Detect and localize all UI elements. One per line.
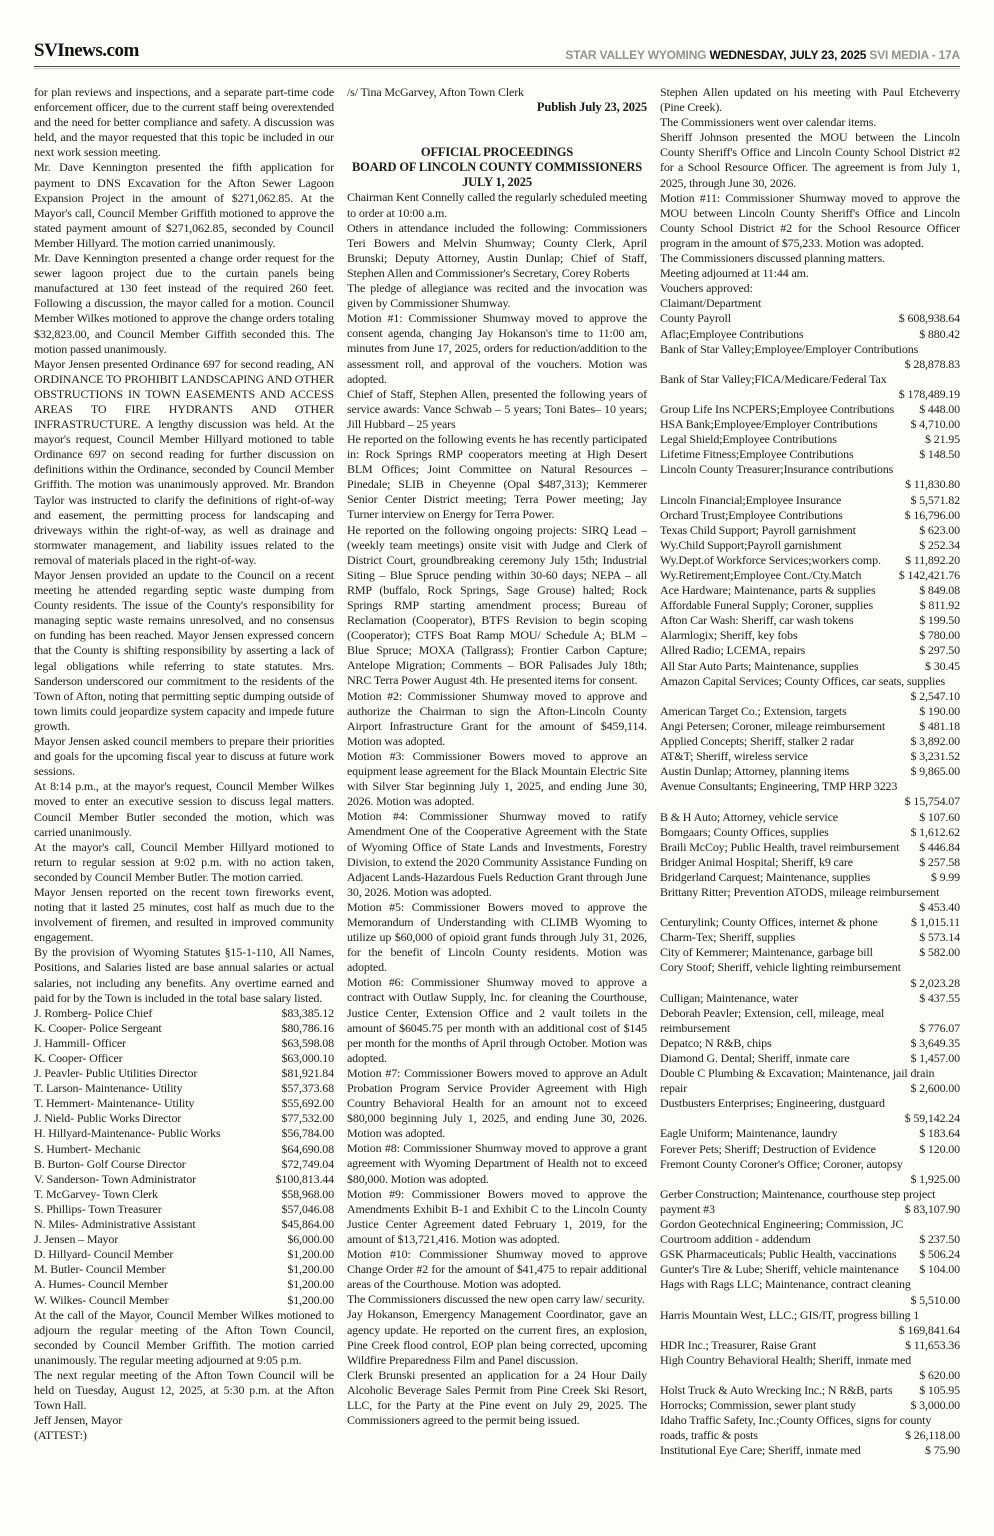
article-paragraph: (ATTEST:) [34,1428,87,1443]
article-paragraph: The Commissioners went over calendar items. [660,115,877,130]
ledger-amount: $ 2,600.00 [910,1081,960,1096]
ledger-row [34,1217,334,1232]
article-paragraph: Harris Mountain West, LLC.; GIS/IT, progress billing 1 [660,1307,920,1322]
section-heading: JULY 1, 2025 [462,175,532,190]
ledger-label: Bridgerland Carquest; Maintenance, supplies [660,869,871,884]
ledger-amount: $ 573.14 [919,930,960,945]
ledger-label: All Star Auto Parts; Maintenance, supplies [660,658,859,673]
masthead-right [565,48,960,62]
article-column-1 [34,85,334,1459]
ledger-label: Courtroom addition - addendum [660,1232,811,1247]
ledger-row [660,915,960,930]
ledger-row [660,991,960,1006]
article-paragraph: Motion #11: Commissioner Shumway moved to approve the MOU between Lincoln County Sheriff's Office and Lincoln County School District #2 for the School Resource Officer program in the amount of $75,233. Motion was adopted. [660,190,960,250]
ledger-row [34,1262,334,1277]
ledger-row [660,613,960,628]
ledger-row [34,1157,334,1172]
ledger-amount: $ 148.50 [919,447,960,462]
ledger-row [660,749,960,764]
ledger-amount: $ 9,865.00 [910,764,960,779]
ledger-label: A. Humes- Council Member [34,1277,168,1292]
article-paragraph: Avenue Consultants; Engineering, TMP HRP 3223 [660,779,898,794]
ledger-label: Aflac;Employee Contributions [660,326,804,341]
ledger-label: GSK Pharmaceuticals; Public Health, vaccinations [660,1247,897,1262]
ledger-amount: $64,690.08 [281,1141,334,1156]
ledger-label: Orchard Trust;Employee Contributions [660,507,843,522]
ledger-amount: $ 257.58 [919,854,960,869]
ledger-label: Texas Child Support; Payroll garnishment [660,522,856,537]
article-paragraph: Gerber Construction; Maintenance, courthouse step project [660,1186,936,1201]
ledger-row [660,1428,960,1443]
ledger-row [660,417,960,432]
ledger-row [660,855,960,870]
masthead [34,0,960,66]
ledger-row [660,930,960,945]
ledger-label: Alarmlogix; Sheriff, key fobs [660,628,798,643]
ledger-label: J. Hammill- Officer [34,1035,126,1050]
article-paragraph: Lincoln County Treasurer;Insurance contributions [660,462,894,477]
ledger-label: Gunter's Tire & Lube; Sheriff, vehicle maintenance [660,1262,899,1277]
masthead-edition: SVI MEDIA - 17A [866,48,960,62]
ledger-label: Braili McCoy; Public Health, travel reimbursement [660,839,900,854]
ledger-amount: $ 75.90 [925,1443,960,1458]
ledger-amount: $ 481.18 [919,718,960,733]
ledger-label: T. Larson- Maintenance- Utility [34,1081,183,1096]
ledger-amount: $63,598.08 [281,1035,334,1050]
ledger-label: Wy.Retirement;Employee Cont./Cty.Match [660,568,862,582]
amount-line: $ 169,841.64 [898,1322,960,1337]
ledger-label: Legal Shield;Employee Contributions [660,432,837,447]
ledger-row [660,493,960,508]
ledger-label: Angi Petersen; Coroner, mileage reimbursement [660,718,886,733]
ledger-amount: $ 1,612.62 [910,824,960,839]
article-paragraph: Jay Hokanson, Emergency Management Coordinator, gave an agency update. He reported on the current fires, an explosion, Pine Creek flood control, EOP plan being corrected, upcoming Wildfire Preparedness Film and Panel discussion. [347,1307,647,1367]
ledger-row [660,1081,960,1096]
ledger-row [660,840,960,855]
article-paragraph: Amazon Capital Services; County Offices, car seats, supplies [660,673,946,688]
ledger-row [34,1202,334,1217]
ledger-amount: $63,000.10 [281,1051,334,1065]
ledger-amount: $ 776.07 [919,1020,960,1035]
ledger-label: T. McGarvey- Town Clerk [34,1186,158,1201]
ledger-row [34,1006,334,1021]
article-paragraph: Motion #8: Commissioner Shumway moved to approve a grant agreement with Wyoming Department of Health not to exceed $80,000. Motion was adopted. [347,1141,647,1186]
ledger-label: J. Jensen – Mayor [34,1232,119,1247]
masthead-region: STAR VALLEY WYOMING [565,48,710,62]
article-paragraph: Double C Plumbing & Excavation; Maintenance, jail drain [660,1066,935,1081]
ledger-row [34,1111,334,1126]
ledger-amount: $ 26,118.00 [905,1428,960,1443]
ledger-row [660,628,960,643]
publish-line: Publish July 23, 2025 [536,100,647,115]
article-paragraph: Clerk Brunski presented an application for a 24 Hour Daily Alcoholic Beverage Sales Permit from Pine Creek Ski Resort, LLC, for the Party at the Pine event on July 29, 2025. The Commissioners agreed to the permit being issued. [347,1367,647,1428]
article-paragraph: Gordon Geotechnical Engineering; Commission, JC [660,1217,904,1232]
ledger-amount: $ 199.50 [919,613,960,628]
ledger-label: Ace Hardware; Maintenance, parts & supplies [660,583,876,598]
article-paragraph: High Country Behavioral Health; Sheriff, inmate med [660,1352,912,1367]
ledger-row [660,1036,960,1051]
ledger-label: payment #3 [660,1201,715,1216]
ledger-row [34,1187,334,1202]
ledger-row [660,719,960,734]
ledger-label: County Payroll [660,311,731,326]
ledger-row [660,508,960,523]
ledger-label: Applied Concepts; Sheriff, stalker 2 radar [660,734,855,749]
ledger-amount: $ 1,015.11 [910,915,960,930]
article-column-3 [660,85,960,1459]
ledger-row [34,1066,334,1081]
ledger-amount: $ 3,892.00 [910,734,960,749]
ledger-row [34,1247,334,1262]
article-paragraph: Dustbusters Enterprises; Engineering, dustguard [660,1096,885,1111]
ledger-row [660,538,960,553]
ledger-row [660,447,960,462]
article-paragraph: Jeff Jensen, Mayor [34,1413,123,1428]
ledger-label: Charm-Tex; Sheriff, supplies [660,930,796,945]
ledger-label: Institutional Eye Care; Sheriff, inmate med [660,1443,861,1458]
ledger-label: J. Nield- Public Works Director [34,1111,182,1126]
article-paragraph: Meeting adjourned at 11:44 am. [660,266,809,281]
article-paragraph: Mayor Jensen reported on the recent town fireworks event, noting that it lasted 25 minutes, cost half as much due to the involvement of firemen, and resulted in improved community engagement. [34,884,334,945]
ledger-label: K. Cooper- Police Sergeant [34,1020,162,1035]
article-paragraph: Vouchers approved: [660,281,753,296]
article-body [34,85,960,1459]
ledger-amount: $ 11,892.20 [905,552,960,567]
ledger-row [34,1021,334,1036]
ledger-amount: $ 3,000.00 [910,1398,960,1413]
ledger-row [660,1383,960,1398]
ledger-label: HSA Bank;Employee/Employer Contributions [660,417,878,432]
ledger-amount: $ 5,571.82 [910,492,960,507]
amount-line: $ 5,510.00 [910,1292,960,1307]
ledger-label: Bridger Animal Hospital; Sheriff, k9 care [660,854,853,869]
ledger-row [660,568,960,583]
ledger-amount: $6,000.00 [287,1232,334,1247]
article-paragraph: Mr. Dave Kennington presented the fifth application for payment to DNS Excavation for the Afton Sewer Lagoon Expansion Project in the amount of $271,062.85. At the Mayor's call, Council Member Griffith motioned to approve the stated payment amount of $271,062.85, seconded by Council Member Hillyard. The motion carried unanimously. [34,160,334,250]
ledger-amount: $77,532.00 [281,1111,334,1126]
ledger-amount: $57,373.68 [281,1081,334,1096]
ledger-amount: $1,200.00 [287,1247,334,1262]
article-paragraph: Motion #2: Commissioner Shumway moved to approve and authorize the Chairman to sign the Afton-Lincoln County Airport Infrastructure Grant for the amount of $459,114. Motion was adopted. [347,688,647,748]
article-paragraph: Chief of Staff, Stephen Allen, presented the following years of service awards: Vance Schwab – 5 years; Toni Bates– 10 years; Jill Hubbard – 25 years [347,386,647,431]
article-paragraph: Motion #3: Commissioner Bowers moved to approve an equipment lease agreement for the Black Mountain Electric Site with Silver Star beginning July 1, 2025, and ending June 30, 2026. Motion was adopted. [347,748,647,809]
article-paragraph: /s/ Tina McGarvey, Afton Town Clerk [347,85,524,99]
article-paragraph: He reported on the following events he has recently participated in: Rock Springs RMP cooperators meeting at High Desert BLM Offices; Joint Committee on Natural Resources – Pinedale; SLIB in Cheyenne (Opal $487,313); Kemmerer Senior Center District meeting; Terra Power meeting; Jay Turner interview on Energy for Terra Power. [347,431,647,522]
ledger-amount: $ 16,796.00 [904,507,960,522]
ledger-row [660,583,960,598]
ledger-row [34,1277,334,1292]
ledger-amount: $ 3,231.52 [910,749,960,764]
article-paragraph: Mayor Jensen presented Ordinance 697 for second reading, AN ORDINANCE TO PROHIBIT LANDSCAPING AND OTHER OBSTRUCTIONS IN TOWN EASEMENTS AND ACCESS AREAS TO FIRE HYDRANTS AND OTHER INFRASTRUCTURE. A lengthy discussion was held. At the mayor's request, Council Member Hillyard motioned to table Ordinance 697 on second reading for further discussion on definitions within the Ordinance, seconded by Council Member Griffith. The motion was unanimously approved. Mr. Brandon Taylor was instructed to clarify the definitions of right-of-way and easement, the permitting process for landscaping and driveways within the right-of-way, as well as drainage and stormwater management, and liability issues related to the removal of materials placed in the right-of-way. [34,356,334,567]
ledger-amount: $72,749.04 [281,1156,334,1171]
amount-line: $ 2,547.10 [910,688,960,703]
ledger-row [660,1443,960,1458]
amount-line: $ 453.40 [919,900,960,915]
ledger-row [34,1172,334,1187]
ledger-amount: $ 297.50 [919,643,960,658]
ledger-label: T. Hemmert- Maintenance- Utility [34,1096,195,1111]
ledger-label: Horrocks; Commission, sewer plant study [660,1398,856,1413]
ledger-row [660,1202,960,1217]
ledger-label: H. Hillyard-Maintenance- Public Works [34,1126,221,1141]
ledger-label: S. Phillips- Town Treasurer [34,1201,162,1216]
ledger-row [34,1036,334,1051]
ledger-amount: $1,200.00 [287,1277,334,1292]
ledger-label: Lincoln Financial;Employee Insurance [660,492,842,507]
ledger-label: City of Kemmerer; Maintenance, garbage bill [660,945,873,960]
ledger-label: roads, traffic & posts [660,1428,758,1443]
amount-line: $ 15,754.07 [904,794,960,809]
ledger-label: Diamond G. Dental; Sheriff, inmate care [660,1051,850,1065]
amount-line: $ 2,023.28 [910,975,960,990]
ledger-amount: $ 83,107.90 [904,1201,960,1216]
ledger-amount: $ 30.45 [925,658,960,673]
ledger-label: Culligan; Maintenance, water [660,990,799,1005]
article-paragraph: The Commissioners discussed planning matters. [660,251,885,266]
ledger-row [660,598,960,613]
article-paragraph: Idaho Traffic Safety, Inc.;County Offices, signs for county [660,1413,932,1428]
article-column-2 [347,85,647,1459]
ledger-amount: $ 105.95 [919,1383,960,1398]
masthead-rule [34,66,960,69]
ledger-amount: $ 623.00 [919,522,960,537]
ledger-row [660,432,960,447]
ledger-amount: $ 252.34 [919,537,960,552]
article-paragraph: Motion #7: Commissioner Bowers moved to approve an Adult Probation Program Service Provider Agreement with High Country Behavioral Health for an amount not to exceed $80,000 beginning July 1, 2025, and ending June 30, 2026. Motion was adopted. [347,1065,647,1141]
spacer [347,115,647,130]
ledger-row [660,311,960,326]
ledger-amount: $83,385.12 [281,1005,334,1020]
article-paragraph: Brittany Ritter; Prevention ATODS, mileage reimbursement [660,884,940,899]
ledger-row [660,825,960,840]
ledger-row [660,402,960,417]
ledger-amount: $ 880.42 [919,326,960,341]
article-paragraph: The pledge of allegiance was recited and the invocation was given by Commissioner Shumway. [347,281,647,311]
article-paragraph: By the provision of Wyoming Statutes §15-1-110, All Names, Positions, and Salaries listed are base annual salaries or actual salaries, not including any benefits. Any overtime earned and paid for by the Town is included in the total base salary listed. [34,945,334,1005]
article-paragraph: Motion #6: Commissioner Shumway moved to approve a contract with Outlaw Supply, Inc. for cleaning the Courthouse, Justice Center, Extension Office and 2 vault toilets in the amount of $6045.75 per month with an additional cost of $145 per month for the months of April through October. Motion was adopted. [347,975,647,1065]
ledger-amount: $ 4,710.00 [910,417,960,432]
ledger-row [660,1262,960,1277]
article-paragraph: At the mayor's call, Council Member Hillyard motioned to return to regular session at 9:02 p.m. with no action taken, seconded by Council Member Butler. The motion carried. [34,839,334,884]
ledger-amount: $ 448.00 [919,401,960,416]
ledger-amount: $ 849.08 [919,583,960,598]
ledger-amount: $ 183.64 [919,1126,960,1141]
article-paragraph: Mr. Dave Kennington presented a change order request for the sewer lagoon project due to the curtain panels being manufactured at 130 feet instead of the required 260 feet. Following a discussion, the mayor called for a motion. Council Member Wilkes motioned to approve the change orders totaling $32,823.00, and Council Member Giffith seconded this. The motion passed unanimously. [34,251,334,356]
ledger-row [660,810,960,825]
amount-line: $ 28,878.83 [904,356,960,371]
ledger-amount: $ 107.60 [919,809,960,824]
ledger-label: Austin Dunlap; Attorney, planning items [660,764,850,779]
ledger-row [660,1051,960,1066]
article-paragraph: At 8:14 p.m., at the mayor's request, Council Member Wilkes moved to enter an executive session to discuss legal matters. Council Member Butler seconded the motion, which was carried unanimously. [34,779,334,839]
ledger-row [34,1142,334,1157]
ledger-amount: $ 120.00 [919,1141,960,1156]
ledger-label: Wy.Dept.of Workforce Services;workers comp. [660,552,881,567]
ledger-row [34,1126,334,1141]
ledger-amount: $ 506.24 [919,1247,960,1262]
ledger-label: Lifetime Fitness;Employee Contributions [660,447,854,462]
article-paragraph: Chairman Kent Connelly called the regularly scheduled meeting to order at 10:00 a.m. [347,190,647,220]
section-heading: OFFICIAL PROCEEDINGS [420,145,574,160]
ledger-row [660,945,960,960]
ledger-row [660,764,960,779]
ledger-amount: $ 582.00 [919,945,960,960]
ledger-amount: $ 237.50 [919,1232,960,1247]
article-paragraph: Claimant/Department [660,296,762,311]
ledger-label: Eagle Uniform; Maintenance, laundry [660,1126,838,1141]
ledger-amount: $56,784.00 [281,1126,334,1141]
ledger-row [34,1232,334,1247]
spacer [347,130,647,145]
article-paragraph: Fremont County Coroner's Office; Coroner, autopsy [660,1156,903,1171]
ledger-row [34,1293,334,1308]
ledger-label: Group Life Ins NCPERS;Employee Contributions [660,401,895,416]
article-paragraph: He reported on the following ongoing projects: SIRQ Lead – (weekly team meetings) onsite visit with Judge and Clerk of District Court, groundbreaking ceremony July 15th; Industrial Siting – Blue Spruce pending within 30-60 days; NEPA – all RMP (buffalo, Rock Springs, Sage Grouse) halted; Rock Springs RMP starting amendment process; Bureau of Reclamation (Cooperator), BTFS Revision to begin scoping (Cooperator); CTFS Boat Ramp MOU/ Schedule A; BLM – Blue Spruce; MOXA (Tallgrass); Frontier Carbon Capture; Antelope Migration; Comments – BOR Palisades July 18th; NRC Terra Power August 4th. He presented items for consent. [347,522,647,688]
ledger-label: Wy.Child Support;Payroll garnishment [660,537,842,552]
ledger-amount: $ 446.84 [919,839,960,854]
ledger-amount: $45,864.00 [281,1217,334,1232]
article-paragraph: Motion #1: Commissioner Shumway moved to approve the consent agenda, changing Jay Hokanson's time to 11:00 am, minutes from June 17, 2025, orders for reduction/addition to the assessment roll, and approval of the vouchers. Motion was adopted. [347,311,647,386]
ledger-amount: $100,813.44 [275,1171,334,1186]
ledger-amount: $1,200.00 [287,1262,334,1277]
article-paragraph: Motion #9: Commissioner Bowers moved to approve the Amendments Exhibit B-1 and Exhibit C to the Lincoln County Justice Center Agreement dated February 1, 2019, for the amount of $13,721,416. Motion was adopted. [347,1186,647,1246]
ledger-amount: $ 3,649.35 [910,1035,960,1050]
ledger-row [660,1126,960,1141]
article-paragraph: Bank of Star Valley;FICA/Medicare/Federal Tax [660,371,887,386]
ledger-label: Depatco; N R&B, chips [660,1035,772,1050]
ledger-label: AT&T; Sheriff, wireless service [660,749,808,764]
article-paragraph: for plan reviews and inspections, and a separate part-time code enforcement officer, due to the current staff being overextended and the need for better compliance and safety. A discussion was held, and the mayor requested that this topic be included in our next work session meeting. [34,85,334,160]
ledger-label: Bomgaars; County Offices, supplies [660,824,829,839]
ledger-label: M. Butler- Council Member [34,1262,166,1277]
ledger-label: W. Wilkes- Council Member [34,1292,169,1307]
article-paragraph: Bank of Star Valley;Employee/Employer Contributions [660,341,919,356]
ledger-label: Forever Pets; Sheriff; Destruction of Evidence [660,1141,876,1156]
ledger-label: Affordable Funeral Supply; Coroner, supplies [660,598,873,613]
ledger-amount: $ 142,421.76 [898,568,960,582]
ledger-row [660,523,960,538]
ledger-amount: $ 1,457.00 [910,1051,960,1065]
ledger-amount: $ 9.99 [930,869,960,884]
article-paragraph: Others in attendance included the following: Commissioners Teri Bowers and Melvin Shumway; County Clerk, April Brunski; Deputy Attorney, Austin Dunlap; Chief of Staff, Stephen Allen and Commissioner's Secretary, Corey Roberts [347,220,647,280]
article-paragraph: Cory Stoof; Sheriff, vehicle lighting reimbursement [660,960,901,975]
article-paragraph: Stephen Allen updated on his meeting with Paul Etcheverry (Pine Creek). [660,85,960,115]
article-paragraph: The Commissioners discussed the new open carry law/ security. [347,1292,645,1307]
ledger-label: repair [660,1081,688,1096]
ledger-amount: $ 437.55 [919,990,960,1005]
ledger-row [660,553,960,568]
ledger-row [660,870,960,885]
amount-line: $ 1,925.00 [910,1171,960,1186]
ledger-amount: $80,786.16 [281,1020,334,1035]
ledger-amount: $57,046.08 [281,1201,334,1216]
ledger-row [660,1398,960,1413]
ledger-row [34,1081,334,1096]
ledger-row [660,1232,960,1247]
site-title: SVInews.com [34,40,139,61]
article-paragraph: Sheriff Johnson presented the MOU between the Lincoln County Sheriff's Office and Lincoln County School District #2 for a School Resource Officer. The agreement is from July 1, 2025, through June 30, 2026. [660,130,960,190]
ledger-amount: $ 104.00 [919,1262,960,1277]
ledger-amount: $ 11,653.36 [905,1337,960,1352]
ledger-row [660,1338,960,1353]
ledger-amount: $ 190.00 [919,703,960,718]
article-paragraph: Mayor Jensen provided an update to the Council on a recent meeting he attended regarding septic waste dumping from County residents. The issue of the County's responsibility for managing septic waste remains unresolved, and no consensus on funding has been reached. Mayor Jensen expressed concern that the County is shifting responsibility by asserting a lack of legal obligations while referring to state statutes. Mrs. Sanderson underscored our commitment to the residents of the Town of Afton, noting that permitting septic dumping outside of town limits could jeopardize system capacity and impede future growth. [34,568,334,733]
ledger-amount: $55,692.00 [281,1096,334,1111]
ledger-amount: $ 811.92 [919,598,960,613]
article-paragraph: Hags with Rags LLC; Maintenance, contract cleaning [660,1277,911,1292]
ledger-label: Centurylink; County Offices, internet & phone [660,915,878,930]
masthead-date: WEDNESDAY, JULY 23, 2025 [709,48,867,62]
ledger-label: B. Burton- Golf Course Director [34,1156,186,1171]
amount-line: $ 11,830.80 [905,477,960,492]
ledger-amount: $ 780.00 [919,628,960,643]
article-paragraph: The next regular meeting of the Afton Town Council will be held on Tuesday, August 12, 2025, at 5:30 p.m. at the Afton Town Hall. [34,1367,334,1413]
ledger-label: J. Romberg- Police Chief [34,1005,153,1020]
article-paragraph: Motion #4: Commissioner Shumway moved to ratify Amendment One of the Cooperative Agreement with the State of Wyoming Office of State Lands and Investments, Forestry Division, to extend the 2020 Community Assistance Funding on Adjacent Lands-Hazardous Fuels Reduction Grant through June 30, 2026. Motion was adopted. [347,809,647,899]
ledger-amount: $81,921.84 [281,1066,334,1081]
ledger-row [660,659,960,674]
article-paragraph: At the call of the Mayor, Council Member Wilkes motioned to adjourn the regular meeting of the Afton Town Council, seconded by Council Member Griffith. The motion carried unanimously. The regular meeting adjourned at 9:05 p.m. [34,1307,334,1367]
ledger-row [660,327,960,342]
ledger-label: HDR Inc.; Treasurer, Raise Grant [660,1337,817,1352]
amount-line: $ 178,489.19 [898,386,960,401]
ledger-label: Afton Car Wash: Sheriff, car wash tokens [660,613,854,628]
ledger-row [660,1142,960,1157]
section-heading: BOARD OF LINCOLN COUNTY COMMISSIONERS [351,160,643,175]
article-paragraph: Mayor Jensen asked council members to prepare their priorities and goals for the upcoming fiscal year to discuss at future work sessions. [34,734,334,779]
ledger-label: S. Humbert- Mechanic [34,1141,141,1156]
ledger-row [34,1051,334,1066]
article-paragraph: Motion #5: Commissioner Bowers moved to approve the Memorandum of Understanding with CLIMB Wyoming to utilize up $60,000 of opioid grant funds through July 31, 2026, for the benefit of Lincoln County residents. Motion was adopted. [347,899,647,975]
ledger-label: reimbursement [660,1020,731,1035]
amount-line: $ 59,142.24 [904,1111,960,1126]
ledger-amount: $ 608,938.64 [898,311,960,326]
article-paragraph: Deborah Peavler; Extension, cell, mileage, meal [660,1005,885,1020]
ledger-label: K. Cooper- Officer [34,1051,123,1065]
ledger-label: N. Miles- Administrative Assistant [34,1217,196,1232]
ledger-label: D. Hillyard- Council Member [34,1247,174,1262]
amount-line: $ 620.00 [919,1367,960,1382]
ledger-row [34,1096,334,1111]
article-paragraph: Motion #10: Commissioner Shumway moved to approve Change Order #2 for the amount of $41,475 to repair additional areas of the Courthouse. Motion was adopted. [347,1247,647,1292]
ledger-amount: $ 21.95 [925,432,960,447]
ledger-label: American Target Co.; Extension, targets [660,703,847,718]
ledger-label: B & H Auto; Attorney, vehicle service [660,809,838,824]
ledger-row [660,1247,960,1262]
ledger-amount: $58,968.00 [281,1186,334,1201]
ledger-row [660,1021,960,1036]
ledger-row [660,643,960,658]
ledger-label: Holst Truck & Auto Wrecking Inc.; N R&B, parts [660,1383,893,1398]
ledger-label: V. Sanderson- Town Administrator [34,1171,196,1186]
ledger-label: Allred Radio; LCEMA, repairs [660,643,806,658]
ledger-label: J. Peavler- Public Utilities Director [34,1066,198,1081]
ledger-row [660,734,960,749]
ledger-amount: $1,200.00 [287,1292,334,1307]
ledger-row [660,704,960,719]
